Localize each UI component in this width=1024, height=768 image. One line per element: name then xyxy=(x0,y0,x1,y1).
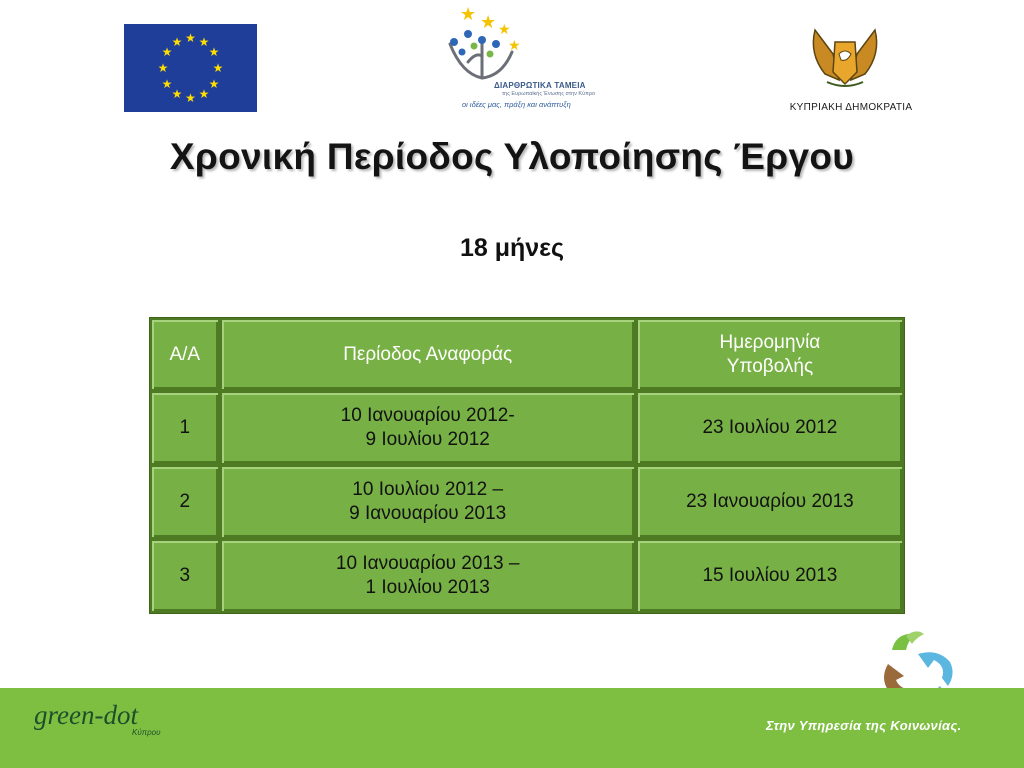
republic-label: ΚΥΠΡΙΑΚΗ ΔΗΜΟΚΡΑΤΙΑ xyxy=(789,102,913,113)
republic-of-cyprus-logo xyxy=(775,24,935,116)
green-dot-logo xyxy=(34,700,174,740)
row-period xyxy=(220,391,636,465)
green-dot-wordmark: green-dot xyxy=(34,700,138,730)
svg-text:★: ★ xyxy=(198,35,210,49)
eu-flag-logo xyxy=(124,24,257,112)
table-header-row xyxy=(150,318,904,391)
footer-slogan: Στην Υπηρεσία της Κοινωνίας. xyxy=(766,718,962,733)
header-submission-line1: Ημερομηνία xyxy=(719,331,821,353)
row-index: 3 xyxy=(150,539,220,613)
row-period-end: 9 Ιουλίου 2012 xyxy=(365,429,490,450)
row-period-start: 10 Ιανουαρίου 2012- xyxy=(340,405,515,426)
svg-text:★: ★ xyxy=(185,31,196,45)
structural-funds-logo xyxy=(432,4,596,112)
dove-emblem-icon xyxy=(795,24,895,96)
header-index: Α/Α xyxy=(150,318,220,391)
reporting-schedule-table xyxy=(150,318,904,613)
svg-text:★: ★ xyxy=(171,87,183,101)
svg-text:★: ★ xyxy=(161,77,173,91)
duration-label: 18 μήνες xyxy=(459,234,565,262)
row-index: 1 xyxy=(150,391,220,465)
svg-text:★: ★ xyxy=(198,87,210,101)
eu-stars-icon xyxy=(124,24,257,112)
row-period xyxy=(220,539,636,613)
svg-text:★: ★ xyxy=(498,21,511,37)
row-submission-date: 15 Ιουλίου 2013 xyxy=(636,539,904,613)
header-submission-date xyxy=(636,318,904,391)
header-submission-line2: Υποβολής xyxy=(726,355,814,377)
structural-funds-title: ΔΙΑΡΘΡΩΤΙΚΑ ΤΑΜΕΙΑ xyxy=(494,81,586,90)
svg-text:★: ★ xyxy=(480,12,497,32)
row-submission-date: 23 Ιουλίου 2012 xyxy=(636,391,904,465)
row-period-end: 9 Ιανουαρίου 2013 xyxy=(349,503,507,524)
row-period-end: 1 Ιουλίου 2013 xyxy=(365,577,490,598)
svg-text:★: ★ xyxy=(208,77,220,91)
table-row xyxy=(150,465,904,539)
svg-text:★: ★ xyxy=(171,35,183,49)
row-period-start: 10 Ιουλίου 2012 – xyxy=(352,479,504,500)
svg-text:★: ★ xyxy=(460,4,477,24)
svg-text:★: ★ xyxy=(161,45,173,59)
row-submission-date: 23 Ιανουαρίου 2013 xyxy=(636,465,904,539)
structural-funds-subtitle: της Ευρωπαϊκής Ένωσης στην Κύπρο xyxy=(502,91,596,97)
table-row xyxy=(150,391,904,465)
structural-funds-slogan: οι ιδέες μας, πράξη και ανάπτυξη xyxy=(462,100,571,109)
row-period-start: 10 Ιανουαρίου 2013 – xyxy=(335,553,520,574)
table-row xyxy=(150,539,904,613)
page-title: Χρονική Περίοδος Υλοποίησης Έργου xyxy=(169,136,855,177)
tree-people-icon xyxy=(432,4,592,84)
row-period xyxy=(220,465,636,539)
svg-text:★: ★ xyxy=(185,91,196,105)
header-period: Περίοδος Αναφοράς xyxy=(220,318,636,391)
green-dot-subtitle: Κύπρου xyxy=(132,728,161,737)
svg-text:★: ★ xyxy=(508,37,521,53)
svg-text:★: ★ xyxy=(212,61,224,75)
svg-text:★: ★ xyxy=(208,45,220,59)
row-index: 2 xyxy=(150,465,220,539)
svg-text:★: ★ xyxy=(157,61,169,75)
